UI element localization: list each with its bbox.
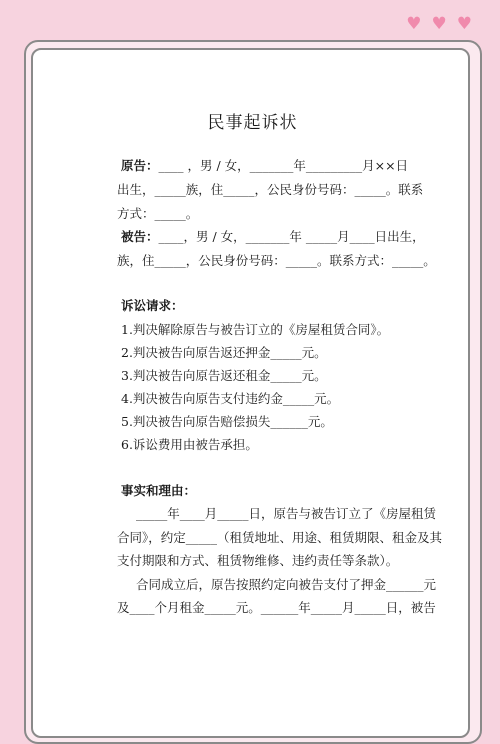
facts-heading: 事实和理由： [121,483,197,498]
facts-line-4: 合同成立后，原告按照约定向被告支付了押金______元 [136,577,437,592]
defendant-label: 被告： [121,229,159,244]
facts-line-2: 合同》，约定_____（租赁地址、用途、租赁期限、租金及其 [117,530,443,545]
document-title: 民事起诉状 [207,113,298,133]
claims-heading: 诉讼请求： [121,298,184,313]
heart-icon: ♥ [431,14,447,34]
facts-line-1: _____年____月_____日，原告与被告订立了《房屋租赁 [136,506,437,521]
facts-line-5: 及____个月租金_____元。______年_____月_____日，被告 [117,600,436,615]
defendant-text-1: ____，男 / 女，_______年 _____月____日出生， [158,229,425,244]
heart-icon: ♥ [456,14,472,34]
document-paper [31,48,470,738]
defendant-line-1 [121,227,425,245]
defendant-line-2: 族，住_____，公民身份号码：_____。联系方式：_____。 [117,253,436,268]
claim-item: 2.判决被告向原告返还押金_____元。 [121,345,327,360]
plaintiff-line-1 [121,156,408,174]
plaintiff-line-2: 出生，_____族，住_____，公民身份号码：_____。联系 [117,182,424,197]
claim-item: 4.判决被告向原告支付违约金_____元。 [121,391,340,406]
facts-line-3: 支付期限和方式、租赁物维修、违约责任等条款）。 [117,553,399,568]
heart-icon: ♥ [406,14,422,34]
claim-item: 3.判决被告向原告返还租金_____元。 [121,368,327,383]
claim-item: 6.诉讼费用由被告承担。 [121,437,258,452]
claim-item: 5.判决被告向原告赔偿损失______元。 [121,414,333,429]
plaintiff-label: 原告： [121,158,159,173]
plaintiff-line-3: 方式：_____。 [117,206,199,221]
claim-item: 1.判决解除原告与被告订立的《房屋租赁合同》。 [121,322,390,337]
hearts-decoration [406,16,472,33]
plaintiff-text-1: ____ ，男 / 女，_______年_________月××日 [158,158,409,173]
